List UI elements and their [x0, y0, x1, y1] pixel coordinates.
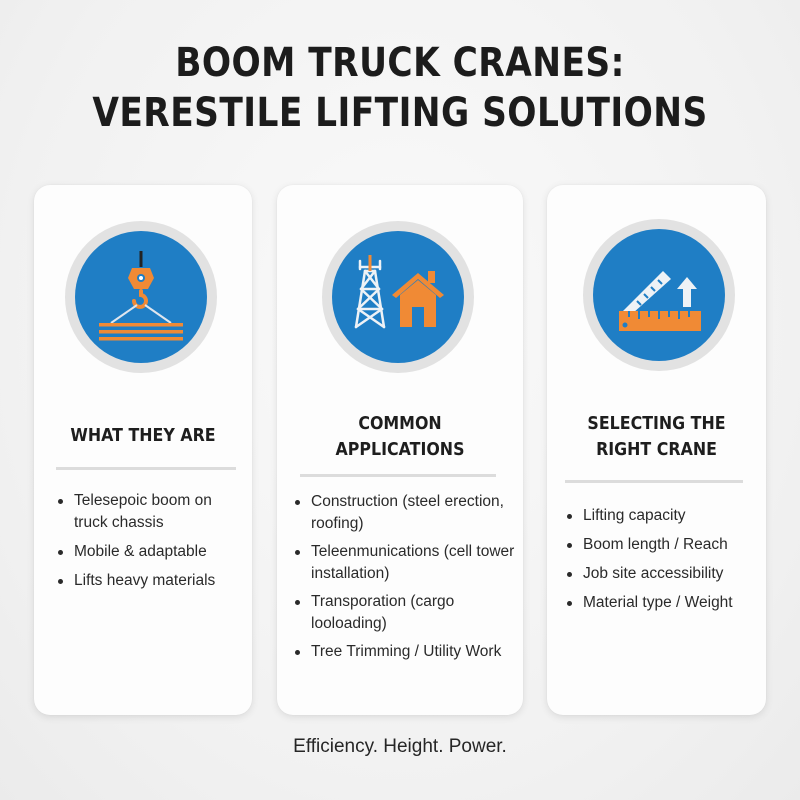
icon-badge	[65, 221, 217, 373]
divider	[56, 467, 236, 470]
list-item: Lifting capacity	[565, 505, 760, 527]
icon-badge	[583, 219, 735, 371]
tagline: Efficiency. Height. Power.	[293, 736, 507, 757]
list-item: Mobile & adaptable	[56, 541, 246, 563]
list-item: Tree Trimming / Utility Work	[293, 641, 519, 663]
bullet-list	[56, 490, 246, 599]
card-heading: WHAT THEY ARE	[70, 425, 216, 446]
divider	[565, 480, 743, 483]
bullet-list	[565, 505, 760, 621]
title-line-1: BOOM TRUCK CRANES:	[175, 40, 625, 86]
card-heading: SELECTING THE RIGHT CRANE	[587, 413, 726, 460]
list-item: Transporation (cargo looloading)	[293, 591, 519, 635]
list-item: Material type / Weight	[565, 592, 760, 614]
list-item: Telesepoic boom on truck chassis	[56, 490, 246, 534]
list-item: Lifts heavy materials	[56, 570, 246, 592]
bullet-list	[293, 491, 519, 669]
card-selecting-right-crane	[547, 185, 766, 715]
list-item: Job site accessibility	[565, 563, 760, 585]
card-what-they-are	[34, 185, 252, 715]
card-common-applications	[277, 185, 523, 715]
icon-badge	[322, 221, 474, 373]
list-item: Boom length / Reach	[565, 534, 760, 556]
tower-and-house-icon	[332, 231, 464, 363]
list-item: Construction (steel erection, roofing)	[293, 491, 519, 535]
list-item: Teleenmunications (cell tower installation)	[293, 541, 519, 585]
card-heading: COMMON APPLICATIONS	[335, 413, 465, 460]
crane-hook-icon	[75, 231, 207, 363]
page-title	[56, 38, 744, 138]
divider	[300, 474, 496, 477]
ruler-measure-icon	[593, 229, 725, 361]
title-line-2: VERESTILE LIFTING SOLUTIONS	[92, 90, 708, 136]
